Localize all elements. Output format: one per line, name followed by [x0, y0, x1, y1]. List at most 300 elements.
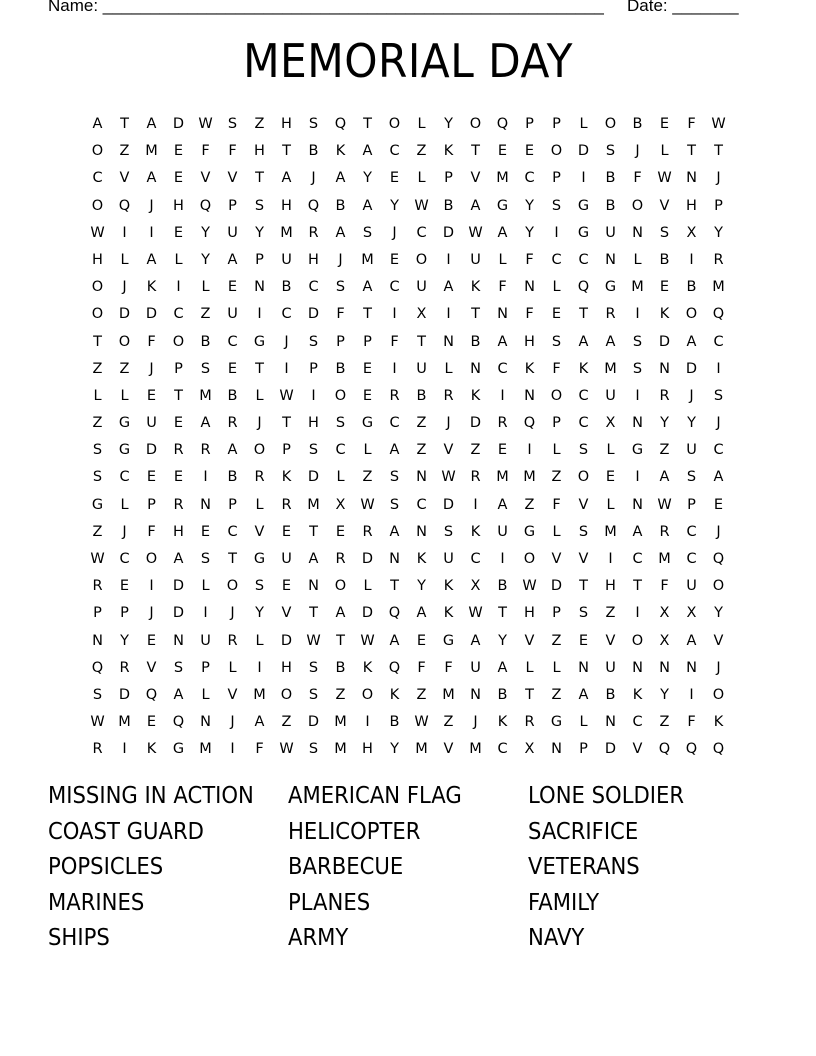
word-list-item: COAST GUARD: [48, 818, 204, 845]
grid-row: [84, 439, 732, 466]
grid-letter: S: [92, 686, 103, 703]
grid-letter: A: [227, 442, 238, 459]
grid-letter: K: [389, 686, 400, 703]
grid-letter: I: [392, 306, 397, 323]
grid-letter: O: [712, 578, 725, 595]
grid-letter: R: [659, 523, 670, 540]
grid-letter: S: [254, 578, 265, 595]
grid-letter: S: [551, 197, 562, 214]
grid-letter: Z: [281, 714, 292, 731]
grid-letter: G: [118, 415, 131, 432]
word-list-item: MARINES: [48, 889, 145, 916]
grid-letter: W: [414, 714, 429, 731]
grid-letter: M: [496, 170, 509, 187]
grid-letter: J: [149, 360, 154, 377]
grid-letter: D: [172, 605, 185, 622]
grid-letter: S: [605, 143, 616, 160]
grid-letter: A: [497, 224, 508, 241]
grid-letter: C: [119, 551, 130, 567]
grid-letter: L: [363, 442, 372, 459]
grid-letter: E: [146, 632, 157, 649]
grid-letter: Z: [92, 415, 103, 432]
grid-letter: Z: [524, 496, 535, 513]
grid-letter: A: [389, 523, 400, 540]
grid-letter: M: [712, 279, 725, 296]
grid-letter: A: [335, 224, 346, 241]
grid-letter: M: [442, 686, 455, 703]
grid-letter: B: [443, 197, 454, 214]
grid-letter: J: [122, 279, 127, 296]
grid-letter: N: [200, 496, 211, 513]
grid-letter: A: [362, 279, 373, 296]
grid-letter: D: [172, 116, 185, 132]
grid-letter: A: [578, 333, 589, 350]
grid-letter: Y: [660, 686, 669, 703]
grid-letter: A: [578, 686, 589, 703]
grid-letter: T: [633, 578, 642, 595]
grid-letter: F: [552, 496, 561, 513]
grid-letter: F: [201, 143, 210, 160]
grid-letter: F: [228, 143, 237, 160]
grid-letter: F: [633, 170, 642, 187]
grid-letter: K: [146, 741, 157, 758]
grid-letter: W: [468, 224, 483, 241]
grid-letter: D: [145, 442, 158, 459]
grid-letter: A: [335, 605, 346, 622]
grid-letter: Y: [255, 605, 264, 622]
grid-letter: W: [306, 632, 321, 649]
grid-letter: F: [417, 659, 426, 676]
grid-letter: Z: [659, 714, 670, 731]
grid-letter: B: [686, 279, 697, 296]
grid-letter: Y: [390, 741, 399, 758]
grid-letter: Q: [145, 686, 158, 703]
grid-letter: L: [633, 251, 642, 268]
grid-letter: F: [336, 306, 345, 323]
grid-letter: N: [497, 306, 508, 323]
grid-row: [84, 276, 732, 303]
date-field-line: Date: _______: [627, 0, 739, 15]
grid-letter: O: [145, 551, 158, 567]
grid-letter: S: [632, 333, 643, 350]
grid-letter: I: [446, 251, 451, 268]
grid-letter: L: [255, 387, 264, 404]
grid-letter: N: [686, 659, 697, 676]
grid-letter: O: [550, 387, 563, 404]
grid-letter: X: [416, 306, 427, 323]
grid-letter: S: [308, 333, 319, 350]
grid-letter: G: [442, 632, 455, 649]
grid-letter: Q: [172, 714, 185, 731]
grid-letter: C: [389, 279, 400, 296]
grid-letter: X: [335, 496, 346, 513]
grid-letter: Z: [416, 686, 427, 703]
grid-letter: S: [551, 333, 562, 350]
grid-letter: C: [389, 143, 400, 160]
grid-letter: T: [282, 143, 291, 160]
grid-letter: A: [686, 333, 697, 350]
grid-letter: V: [713, 632, 724, 649]
grid-letter: Z: [92, 523, 103, 540]
grid-letter: T: [174, 387, 183, 404]
grid-letter: B: [335, 659, 346, 676]
grid-letter: X: [686, 224, 697, 241]
grid-letter: F: [687, 116, 696, 132]
grid-letter: O: [334, 387, 347, 404]
grid-letter: W: [468, 605, 483, 622]
grid-letter: L: [552, 659, 561, 676]
grid-letter: E: [659, 116, 670, 132]
grid-letter: I: [392, 360, 397, 377]
grid-letter: E: [173, 143, 184, 160]
grid-letter: I: [122, 741, 127, 758]
grid-letter: H: [524, 333, 535, 350]
grid-letter: V: [551, 551, 562, 567]
grid-letter: B: [605, 686, 616, 703]
grid-letter: S: [713, 387, 724, 404]
grid-letter: S: [308, 116, 319, 132]
grid-letter: L: [255, 496, 264, 513]
grid-letter: G: [361, 415, 374, 432]
grid-letter: Y: [363, 170, 372, 187]
grid-letter: N: [632, 415, 643, 432]
grid-letter: A: [227, 251, 238, 268]
grid-letter: T: [498, 605, 507, 622]
grid-letter: R: [362, 523, 373, 540]
grid-letter: T: [309, 605, 318, 622]
worksheet-header: [48, 0, 748, 20]
grid-row: [84, 575, 732, 602]
grid-letter: Q: [712, 741, 725, 758]
grid-letter: M: [604, 523, 617, 540]
grid-letter: G: [577, 224, 590, 241]
grid-letter: X: [524, 741, 535, 758]
grid-letter: J: [473, 714, 478, 731]
grid-letter: B: [389, 714, 400, 731]
grid-letter: E: [524, 143, 535, 160]
grid-letter: J: [230, 714, 235, 731]
grid-letter: C: [578, 387, 589, 404]
grid-letter: O: [388, 116, 401, 132]
word-list-item: VETERANS: [528, 854, 640, 881]
grid-letter: O: [631, 197, 644, 214]
grid-letter: C: [578, 415, 589, 432]
grid-letter: D: [280, 632, 293, 649]
grid-letter: S: [659, 224, 670, 241]
grid-letter: Z: [416, 415, 427, 432]
grid-letter: M: [334, 741, 347, 758]
grid-letter: A: [92, 116, 103, 132]
grid-letter: A: [308, 551, 319, 567]
grid-letter: A: [335, 170, 346, 187]
grid-letter: R: [227, 415, 238, 432]
grid-letter: T: [255, 360, 264, 377]
grid-letter: E: [227, 360, 238, 377]
grid-letter: V: [443, 442, 454, 459]
grid-letter: W: [711, 116, 726, 132]
grid-letter: A: [146, 170, 157, 187]
grid-letter: K: [443, 605, 454, 622]
grid-letter: E: [389, 251, 400, 268]
grid-row: [84, 358, 732, 385]
grid-letter: J: [122, 523, 127, 540]
grid-letter: O: [172, 333, 185, 350]
grid-letter: N: [551, 741, 562, 758]
grid-letter: G: [253, 333, 266, 350]
grid-letter: Y: [444, 116, 453, 132]
grid-letter: K: [470, 387, 481, 404]
grid-letter: S: [92, 442, 103, 459]
grid-letter: C: [416, 496, 427, 513]
grid-letter: A: [146, 251, 157, 268]
grid-letter: L: [444, 360, 453, 377]
grid-letter: D: [361, 551, 374, 567]
grid-letter: P: [120, 605, 129, 622]
grid-letter: J: [716, 523, 721, 540]
grid-letter: R: [605, 306, 616, 323]
grid-letter: G: [631, 442, 644, 459]
grid-letter: H: [92, 251, 103, 268]
grid-letter: I: [635, 306, 640, 323]
grid-letter: K: [146, 279, 157, 296]
grid-letter: P: [579, 741, 588, 758]
grid-letter: E: [362, 360, 373, 377]
grid-letter: A: [713, 469, 724, 486]
word-list-item: ARMY: [288, 925, 349, 952]
grid-row: [84, 657, 732, 684]
grid-letter: S: [578, 605, 589, 622]
grid-letter: B: [281, 279, 292, 296]
grid-letter: W: [90, 224, 105, 241]
grid-letter: K: [470, 279, 481, 296]
grid-letter: P: [687, 496, 696, 513]
grid-letter: G: [550, 714, 563, 731]
grid-letter: X: [659, 605, 670, 622]
grid-letter: D: [307, 306, 320, 323]
grid-letter: U: [605, 659, 616, 676]
grid-letter: I: [257, 306, 262, 323]
grid-letter: J: [446, 415, 451, 432]
grid-row: [84, 385, 732, 412]
grid-letter: U: [443, 551, 454, 567]
word-list-item: HELICOPTER: [288, 818, 421, 845]
grid-letter: E: [173, 170, 184, 187]
grid-letter: U: [227, 306, 238, 323]
grid-letter: R: [308, 224, 319, 241]
grid-letter: I: [581, 170, 586, 187]
grid-row: [84, 630, 732, 657]
grid-letter: F: [687, 714, 696, 731]
grid-letter: G: [91, 496, 104, 513]
grid-letter: L: [201, 686, 210, 703]
grid-letter: T: [525, 686, 534, 703]
grid-letter: E: [389, 170, 400, 187]
grid-letter: M: [145, 143, 158, 160]
grid-letter: L: [120, 387, 129, 404]
grid-letter: O: [361, 686, 374, 703]
grid-letter: Q: [712, 551, 725, 567]
grid-letter: J: [149, 197, 154, 214]
grid-letter: G: [253, 551, 266, 567]
grid-letter: D: [469, 415, 482, 432]
grid-letter: T: [228, 551, 237, 567]
grid-letter: H: [173, 197, 184, 214]
grid-letter: K: [416, 551, 427, 567]
grid-letter: L: [525, 659, 534, 676]
grid-letter: R: [659, 387, 670, 404]
grid-letter: I: [527, 442, 532, 459]
grid-letter: Q: [334, 116, 347, 132]
grid-letter: B: [227, 469, 238, 486]
grid-letter: P: [714, 197, 723, 214]
grid-letter: S: [578, 442, 589, 459]
grid-letter: M: [658, 551, 671, 567]
grid-letter: S: [578, 523, 589, 540]
grid-letter: D: [361, 605, 374, 622]
grid-letter: I: [230, 741, 235, 758]
grid-letter: N: [578, 659, 589, 676]
grid-letter: J: [716, 415, 721, 432]
grid-letter: P: [93, 605, 102, 622]
grid-letter: U: [200, 632, 211, 649]
grid-letter: R: [254, 469, 265, 486]
grid-letter: Z: [416, 143, 427, 160]
grid-row: [84, 113, 732, 140]
grid-letter: P: [282, 442, 291, 459]
grid-letter: B: [335, 197, 346, 214]
grid-letter: J: [716, 170, 721, 187]
grid-row: [84, 521, 732, 548]
grid-letter: T: [417, 333, 426, 350]
grid-letter: E: [173, 469, 184, 486]
word-list-item: SHIPS: [48, 925, 110, 952]
grid-letter: L: [606, 496, 615, 513]
grid-letter: K: [632, 686, 643, 703]
grid-letter: C: [497, 360, 508, 377]
grid-letter: T: [579, 578, 588, 595]
grid-letter: Z: [659, 442, 670, 459]
grid-letter: W: [198, 116, 213, 132]
grid-letter: C: [578, 251, 589, 268]
grid-letter: C: [632, 714, 643, 731]
grid-letter: T: [363, 306, 372, 323]
grid-letter: I: [500, 387, 505, 404]
grid-letter: S: [308, 442, 319, 459]
grid-letter: I: [176, 279, 181, 296]
grid-row: [84, 548, 732, 575]
grid-letter: N: [659, 360, 670, 377]
grid-letter: U: [227, 224, 238, 241]
grid-letter: W: [90, 714, 105, 731]
grid-letter: M: [307, 496, 320, 513]
grid-letter: W: [90, 551, 105, 567]
grid-letter: Z: [551, 632, 562, 649]
grid-letter: M: [280, 224, 293, 241]
word-list-item: MISSING IN ACTION: [48, 783, 254, 809]
grid-letter: Q: [496, 116, 509, 132]
grid-letter: P: [363, 333, 372, 350]
grid-letter: V: [578, 496, 589, 513]
grid-letter: L: [498, 251, 507, 268]
grid-row: [84, 412, 732, 439]
grid-letter: C: [470, 551, 481, 567]
grid-letter: F: [255, 741, 264, 758]
grid-letter: A: [389, 442, 400, 459]
grid-letter: N: [416, 469, 427, 486]
grid-letter: W: [360, 632, 375, 649]
grid-letter: I: [149, 578, 154, 595]
grid-letter: E: [605, 469, 616, 486]
grid-letter: Y: [525, 197, 534, 214]
grid-letter: M: [253, 686, 266, 703]
grid-letter: Q: [118, 197, 131, 214]
grid-letter: J: [284, 333, 289, 350]
grid-row: [84, 466, 732, 493]
grid-letter: E: [200, 523, 211, 540]
grid-letter: L: [255, 632, 264, 649]
grid-letter: G: [172, 741, 185, 758]
grid-letter: A: [416, 605, 427, 622]
grid-letter: R: [92, 741, 103, 758]
grid-letter: O: [118, 333, 131, 350]
grid-letter: R: [92, 578, 103, 595]
grid-letter: E: [146, 469, 157, 486]
grid-letter: G: [496, 197, 509, 214]
grid-letter: I: [257, 659, 262, 676]
grid-letter: I: [689, 686, 694, 703]
grid-letter: P: [525, 116, 534, 132]
grid-letter: I: [635, 387, 640, 404]
grid-letter: C: [524, 170, 535, 187]
grid-row: [84, 222, 732, 249]
grid-letter: G: [577, 197, 590, 214]
word-list-item: NAVY: [528, 925, 585, 952]
grid-letter: P: [552, 116, 561, 132]
grid-letter: O: [550, 143, 563, 160]
grid-row: [84, 249, 732, 276]
grid-letter: C: [416, 224, 427, 241]
grid-letter: I: [689, 251, 694, 268]
grid-letter: H: [362, 741, 373, 758]
grid-letter: I: [635, 469, 640, 486]
grid-letter: A: [605, 333, 616, 350]
grid-letter: I: [122, 224, 127, 241]
grid-letter: X: [686, 605, 697, 622]
grid-letter: A: [173, 686, 184, 703]
grid-letter: A: [200, 415, 211, 432]
grid-letter: N: [470, 360, 481, 377]
grid-letter: M: [361, 251, 374, 268]
grid-letter: W: [657, 170, 672, 187]
grid-letter: U: [686, 578, 697, 595]
grid-letter: S: [335, 415, 346, 432]
grid-letter: Y: [120, 632, 129, 649]
grid-letter: P: [444, 170, 453, 187]
grid-letter: A: [254, 714, 265, 731]
grid-letter: R: [227, 632, 238, 649]
grid-letter: W: [360, 496, 375, 513]
grid-letter: P: [228, 496, 237, 513]
grid-letter: A: [497, 659, 508, 676]
grid-letter: L: [660, 143, 669, 160]
grid-letter: A: [497, 496, 508, 513]
grid-letter: K: [524, 360, 535, 377]
grid-letter: Z: [200, 306, 211, 323]
grid-letter: O: [91, 143, 104, 160]
grid-letter: T: [120, 116, 129, 132]
grid-letter: W: [414, 197, 429, 214]
grid-letter: H: [686, 197, 697, 214]
